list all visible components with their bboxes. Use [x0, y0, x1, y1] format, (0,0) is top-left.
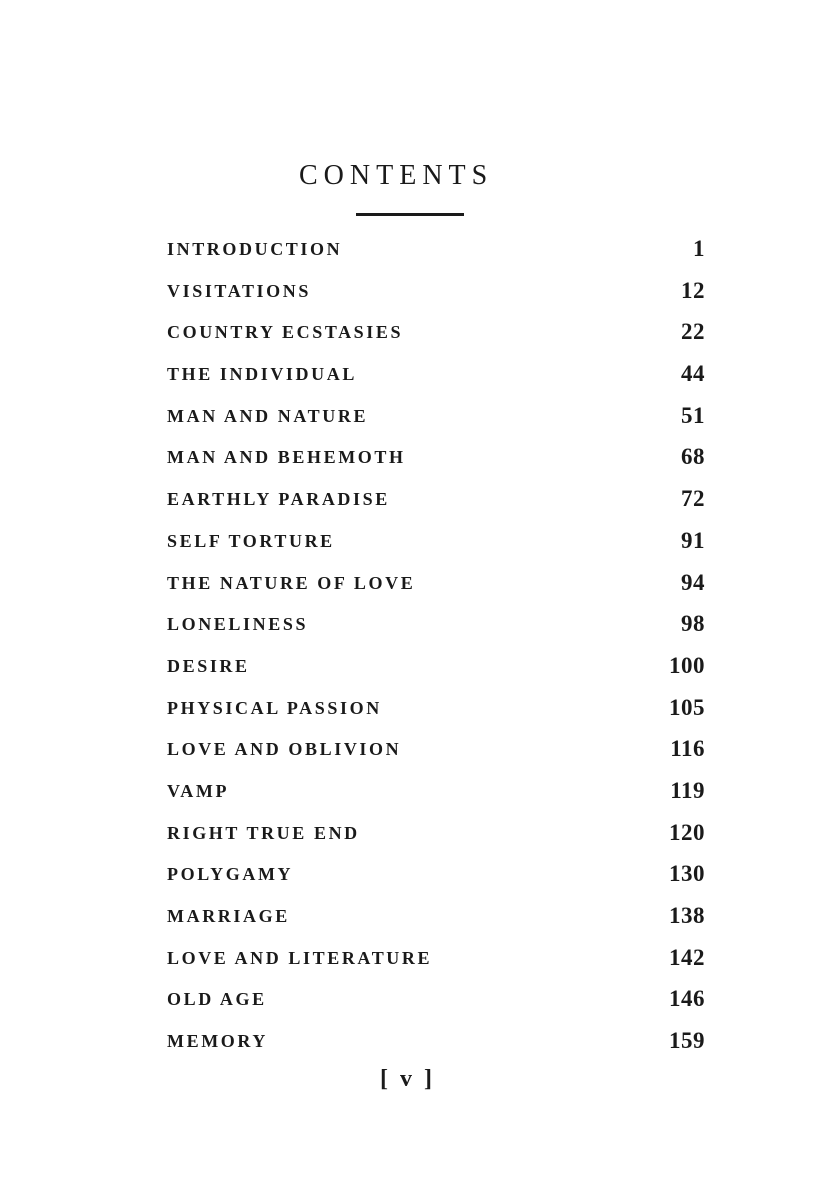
toc-entry [167, 902, 705, 944]
toc-entry [167, 527, 705, 569]
toc-entry-title: SELF TORTURE [167, 530, 335, 551]
toc-entry-page: 22 [681, 319, 705, 345]
toc-entry-title: MAN AND NATURE [167, 405, 369, 426]
toc-entry [167, 318, 705, 360]
toc-entry-page: 1 [693, 236, 705, 261]
toc-entry-page: 98 [681, 611, 705, 637]
toc-entry-page: 44 [681, 361, 705, 387]
toc-entry-page: 12 [681, 277, 705, 303]
toc-entry-page: 138 [669, 903, 705, 928]
toc-entry-title: LONELINESS [167, 614, 309, 635]
toc-entry-title: LOVE AND LITERATURE [167, 947, 433, 968]
toc-entry [167, 985, 705, 1027]
toc-entry [167, 777, 705, 819]
toc-entry-page: 94 [681, 569, 705, 595]
toc-entry-page: 146 [669, 986, 705, 1012]
toc-entry [167, 443, 705, 485]
toc-entry-title: LOVE AND OBLIVION [167, 739, 402, 760]
toc-entry [167, 819, 705, 861]
toc-entry-title: POLYGAMY [167, 864, 294, 885]
toc-entry-title: OLD AGE [167, 989, 267, 1010]
table-of-contents [167, 235, 705, 1069]
toc-entry [167, 694, 705, 736]
toc-entry-page: 100 [669, 652, 705, 678]
toc-entry [167, 360, 705, 402]
toc-entry-page: 142 [669, 944, 705, 970]
toc-entry [167, 735, 705, 777]
toc-entry-page: 91 [681, 527, 705, 553]
toc-entry-title: MEMORY [167, 1031, 268, 1052]
toc-entry-title: VISITATIONS [167, 280, 311, 301]
toc-entry-page: 105 [669, 694, 705, 720]
toc-entry-title: EARTHLY PARADISE [167, 489, 390, 510]
toc-entry-title: PHYSICAL PASSION [167, 697, 382, 718]
toc-entry [167, 944, 705, 986]
toc-entry-title: RIGHT TRUE END [167, 822, 360, 843]
toc-entry-page: 159 [669, 1028, 705, 1054]
toc-entry-page: 130 [669, 861, 705, 887]
toc-entry-title: VAMP [167, 780, 230, 801]
toc-entry [167, 1027, 705, 1069]
toc-entry-page: 119 [670, 777, 705, 803]
toc-entry-page: 51 [681, 402, 705, 428]
toc-entry-page: 72 [681, 486, 705, 512]
toc-entry-title: INTRODUCTION [167, 239, 343, 259]
toc-entry [167, 610, 705, 652]
toc-entry [167, 277, 705, 319]
toc-entry [167, 235, 705, 277]
page-folio: [ v ] [380, 1066, 435, 1092]
toc-entry-title: THE NATURE OF LOVE [167, 572, 416, 593]
toc-entry-title: THE INDIVIDUAL [167, 364, 357, 385]
toc-entry [167, 569, 705, 611]
toc-entry [167, 652, 705, 694]
toc-entry [167, 402, 705, 444]
toc-entry [167, 860, 705, 902]
toc-entry-page: 68 [681, 444, 705, 470]
toc-entry-title: MARRIAGE [167, 906, 290, 926]
toc-entry [167, 485, 705, 527]
title-rule [356, 213, 464, 216]
toc-entry-title: COUNTRY ECSTASIES [167, 322, 404, 343]
toc-entry-title: MAN AND BEHEMOTH [167, 447, 406, 468]
page-title: CONTENTS [299, 160, 494, 191]
toc-entry-title: DESIRE [167, 655, 250, 676]
toc-entry-page: 116 [670, 736, 705, 762]
toc-entry-page: 120 [669, 819, 705, 845]
